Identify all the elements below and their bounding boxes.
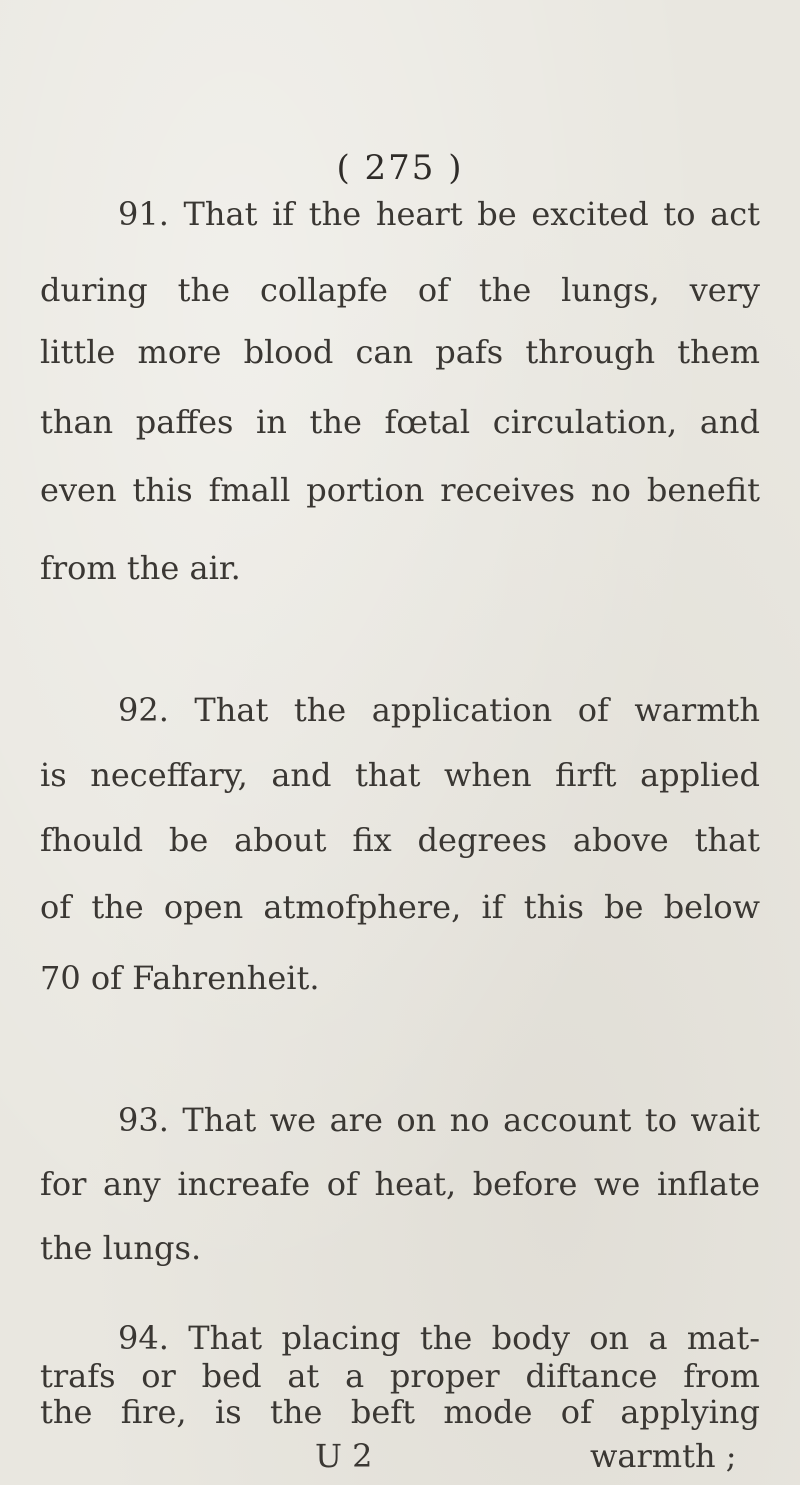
signature-mark: U 2 xyxy=(315,1437,373,1475)
paragraph-94-line-1: 94. That placing the body on a mat- xyxy=(118,1319,760,1357)
paragraph-91-line-5: even this fmall portion receives no benefit xyxy=(40,471,760,509)
paragraph-92-line-1: 92. That the application of warmth xyxy=(118,691,760,729)
paragraph-94-line-2: trafs or bed at a proper diftance from xyxy=(40,1357,760,1395)
paragraph-93-line-2: for any increafe of heat, before we inflate xyxy=(40,1165,760,1203)
paragraph-91-line-6: from the air. xyxy=(40,549,241,587)
paragraph-92-line-2: is neceffary, and that when firft applied xyxy=(40,756,760,794)
paragraph-92-line-4: of the open atmofphere, if this be below xyxy=(40,888,760,926)
paragraph-91-line-4: than paffes in the fœtal circulation, and xyxy=(40,403,760,441)
paragraph-92-line-5: 70 of Fahrenheit. xyxy=(40,959,320,997)
page-number: ( 275 ) xyxy=(336,148,464,188)
paragraph-91-line-3: little more blood can pafs through them xyxy=(40,333,760,371)
paragraph-93-line-3: the lungs. xyxy=(40,1229,202,1267)
paragraph-91-line-2: during the collapfe of the lungs, very xyxy=(40,271,760,309)
paragraph-94-line-3: the fire, is the beft mode of applying xyxy=(40,1393,760,1431)
paragraph-93-line-1: 93. That we are on no account to wait xyxy=(118,1101,760,1139)
paragraph-91-line-1: 91. That if the heart be excited to act xyxy=(118,195,760,233)
paragraph-92-line-3: fhould be about fix degrees above that xyxy=(40,821,760,859)
catchword: warmth ; xyxy=(590,1437,737,1475)
